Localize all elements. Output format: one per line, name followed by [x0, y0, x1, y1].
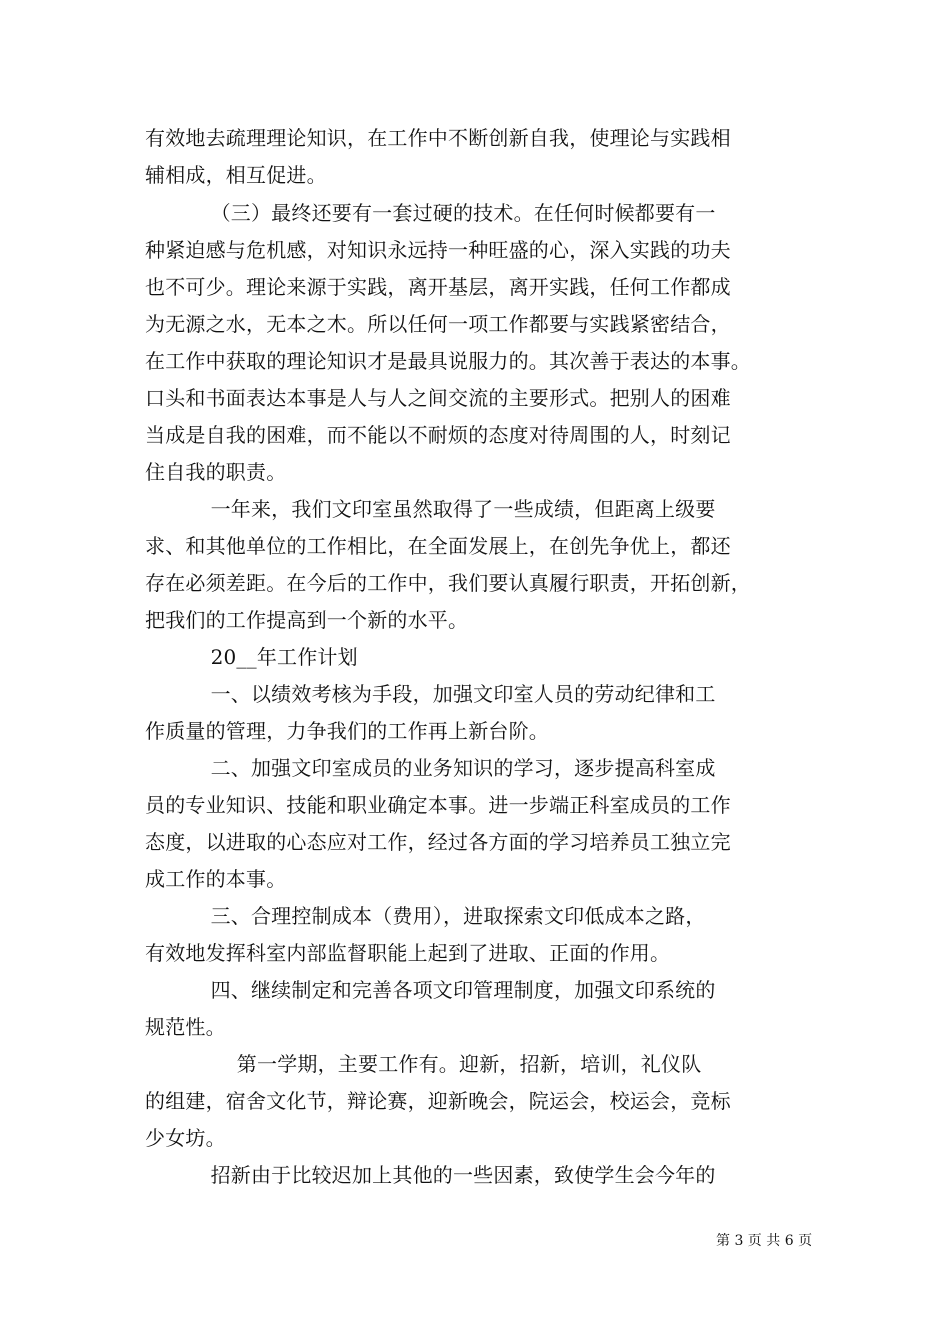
text-line: 员的专业知识、技能和职业确定本事。进一步端正科室成员的工作 — [145, 793, 731, 817]
text-line: 把我们的工作提高到一个新的水平。 — [145, 608, 469, 632]
text-line: 第一学期，主要工作有。迎新，招新，培训，礼仪队 — [145, 1052, 702, 1076]
section-heading: 20__年工作计划 — [145, 645, 358, 669]
text-line: （三）最终还要有一套过硬的技术。在任何时候都要有一 — [145, 201, 716, 225]
text-line: 态度，以进取的心态应对工作，经过各方面的学习培养员工独立完 — [145, 830, 731, 854]
text-line: 作质量的管理，力争我们的工作再上新台阶。 — [145, 719, 549, 743]
text-line: 成工作的本事。 — [145, 867, 287, 891]
text-line: 求、和其他单位的工作相比，在全面发展上，在创先争优上，都还 — [145, 534, 731, 558]
text-line: 为无源之水，无本之木。所以任何一项工作都要与实践紧密结合， — [145, 312, 731, 336]
text-line: 种紧迫感与危机感，对知识永远持一种旺盛的心，深入实践的功夫 — [145, 238, 731, 262]
text-line: 的组建，宿舍文化节，辩论赛，迎新晚会，院运会，校运会，竞标 — [145, 1089, 731, 1113]
text-line: 规范性。 — [145, 1015, 226, 1039]
text-line: 招新由于比较迟加上其他的一些因素，致使学生会今年的 — [145, 1163, 716, 1187]
text-line: 有效地去疏理理论知识，在工作中不断创新自我，使理论与实践相 — [145, 126, 731, 150]
text-line: 少女坊。 — [145, 1126, 226, 1150]
text-line: 一、以绩效考核为手段，加强文印室人员的劳动纪律和工 — [145, 682, 716, 706]
text-line: 当成是自我的困难，而不能以不耐烦的态度对待周围的人，时刻记 — [145, 423, 731, 447]
text-line: 也不可少。理论来源于实践，离开基层，离开实践，任何工作都成 — [145, 275, 731, 299]
text-line: 在工作中获取的理论知识才是最具说服力的。其次善于表达的本事。 — [145, 349, 751, 373]
text-line: 辅相成，相互促进。 — [145, 163, 327, 187]
text-line: 存在必须差距。在今后的工作中，我们要认真履行职责，开拓创新， — [145, 571, 751, 595]
text-line: 一年来，我们文印室虽然取得了一些成绩，但距离上级要 — [145, 497, 716, 521]
text-line: 四、继续制定和完善各项文印管理制度，加强文印系统的 — [145, 978, 716, 1002]
text-line: 口头和书面表达本事是人与人之间交流的主要形式。把别人的困难 — [145, 386, 731, 410]
text-line: 住自我的职责。 — [145, 460, 287, 484]
page-number-footer: 第 3 页 共 6 页 — [716, 1233, 813, 1249]
text-line: 二、加强文印室成员的业务知识的学习，逐步提高科室成 — [145, 756, 716, 780]
text-line: 三、合理控制成本（费用），进取探索文印低成本之路， — [145, 904, 706, 928]
text-line: 有效地发挥科室内部监督职能上起到了进取、正面的作用。 — [145, 941, 671, 965]
